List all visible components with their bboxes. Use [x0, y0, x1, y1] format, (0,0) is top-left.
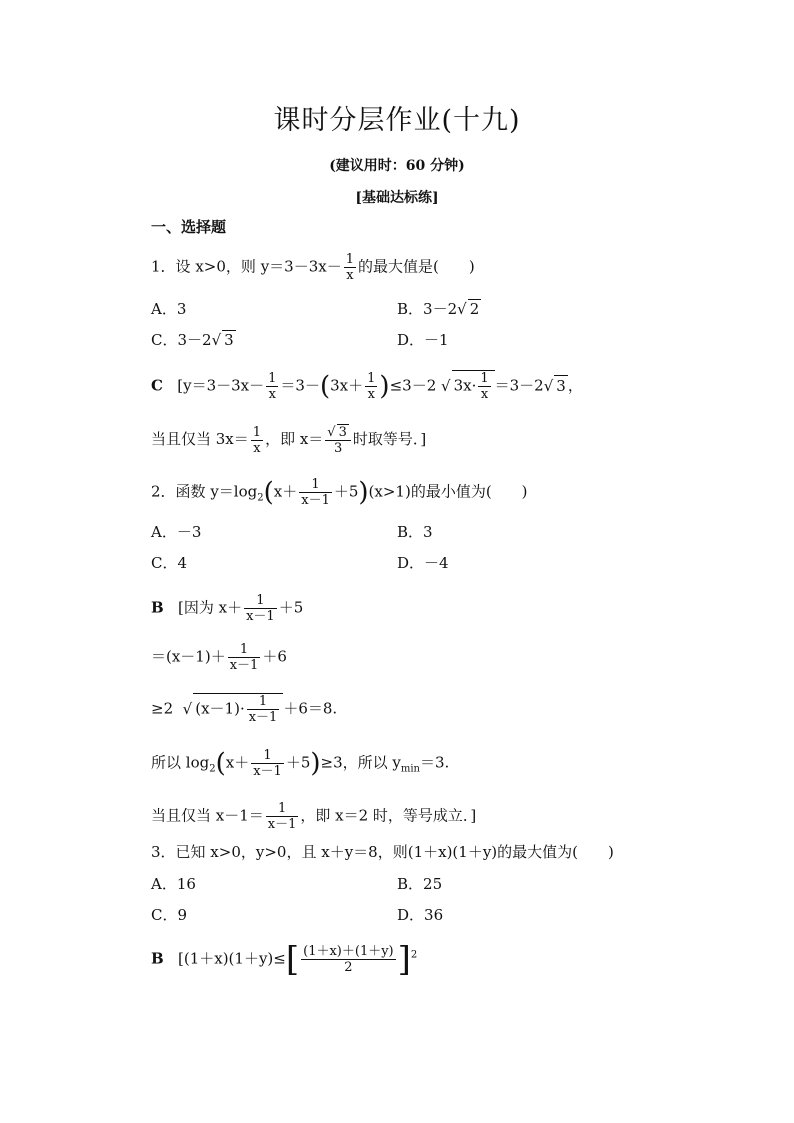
q3-answer: B [(1＋x)(1＋y)≤[ $\frac{(1+x)+(1+y)}{2}$ ]$^2$	[151, 939, 418, 980]
section-heading: 一、选择题	[151, 218, 227, 236]
q2-answer-step-2: ＝(x－1)＋ $\frac{1}{x-1}$ ＋6	[151, 642, 287, 673]
q3-option-d: D．36	[397, 906, 444, 924]
q2-option-d: D．－4	[397, 554, 449, 572]
question-3: 3．已知 x>0，y>0，且 x＋y＝8，则(1＋x)(1＋y)的最大值为( )	[151, 843, 614, 861]
q1-answer-cont: 当且仅当 3x＝ $\frac{1}{x}$ ，即 x＝ √ $\frac{3}{3}$ 时取等号．]	[151, 424, 426, 456]
q1-answer: C [y＝3－3x－ $\frac{1}{x}$ ＝3－(3x＋ $\frac{1}{x}$ )≤3－2 √ 3x· $\frac{1}{x}$ ＝3－2√ 3 ，	[151, 370, 583, 402]
q2-option-c: C．4	[151, 554, 188, 572]
q2-answer-step-4: 所以 $\log_2(x+$ $\frac{1}{x-1}$ ＋5)≥3，所以 $y_{min}=3$.	[151, 748, 450, 779]
q2-option-a: A．－3	[151, 523, 202, 541]
q2-answer-step-5: 当且仅当 x－1＝ $\frac{1}{x-1}$ ，即 x＝2 时，等号成立．]	[151, 801, 477, 832]
q3-option-b: B．25	[397, 875, 443, 893]
question-1: 1．设 x>0，则 y＝3－3x－ $\frac{1}{x}$ 的最大值是( )	[151, 252, 475, 283]
question-2: 2．函数 $y=\log_2(x+$ $\frac{1}{x-1}$ ＋5)(x>1)的最小值为( )	[151, 477, 528, 508]
page-title: 课时分层作业(十九)	[273, 105, 521, 136]
time-note: (建议用时：60 分钟)	[329, 158, 465, 174]
q1-option-c: C．3－2√ 3	[151, 329, 236, 350]
q1-option-b: B．3－2√ 2	[397, 298, 481, 319]
q1-option-d: D．－1	[397, 331, 449, 349]
q1-option-a: A．3	[151, 300, 187, 318]
q2-option-b: B．3	[397, 523, 433, 541]
q3-option-a: A．16	[151, 875, 196, 893]
q2-answer-step-1: B [因为 x＋ $\frac{1}{x-1}$ ＋5	[151, 593, 304, 624]
level-label: [基础达标练]	[355, 190, 439, 206]
q3-option-c: C．9	[151, 906, 188, 924]
q2-answer-step-3: ≥2 √ (x－1)· $\frac{1}{x-1}$ ＋6＝8.	[151, 693, 337, 725]
